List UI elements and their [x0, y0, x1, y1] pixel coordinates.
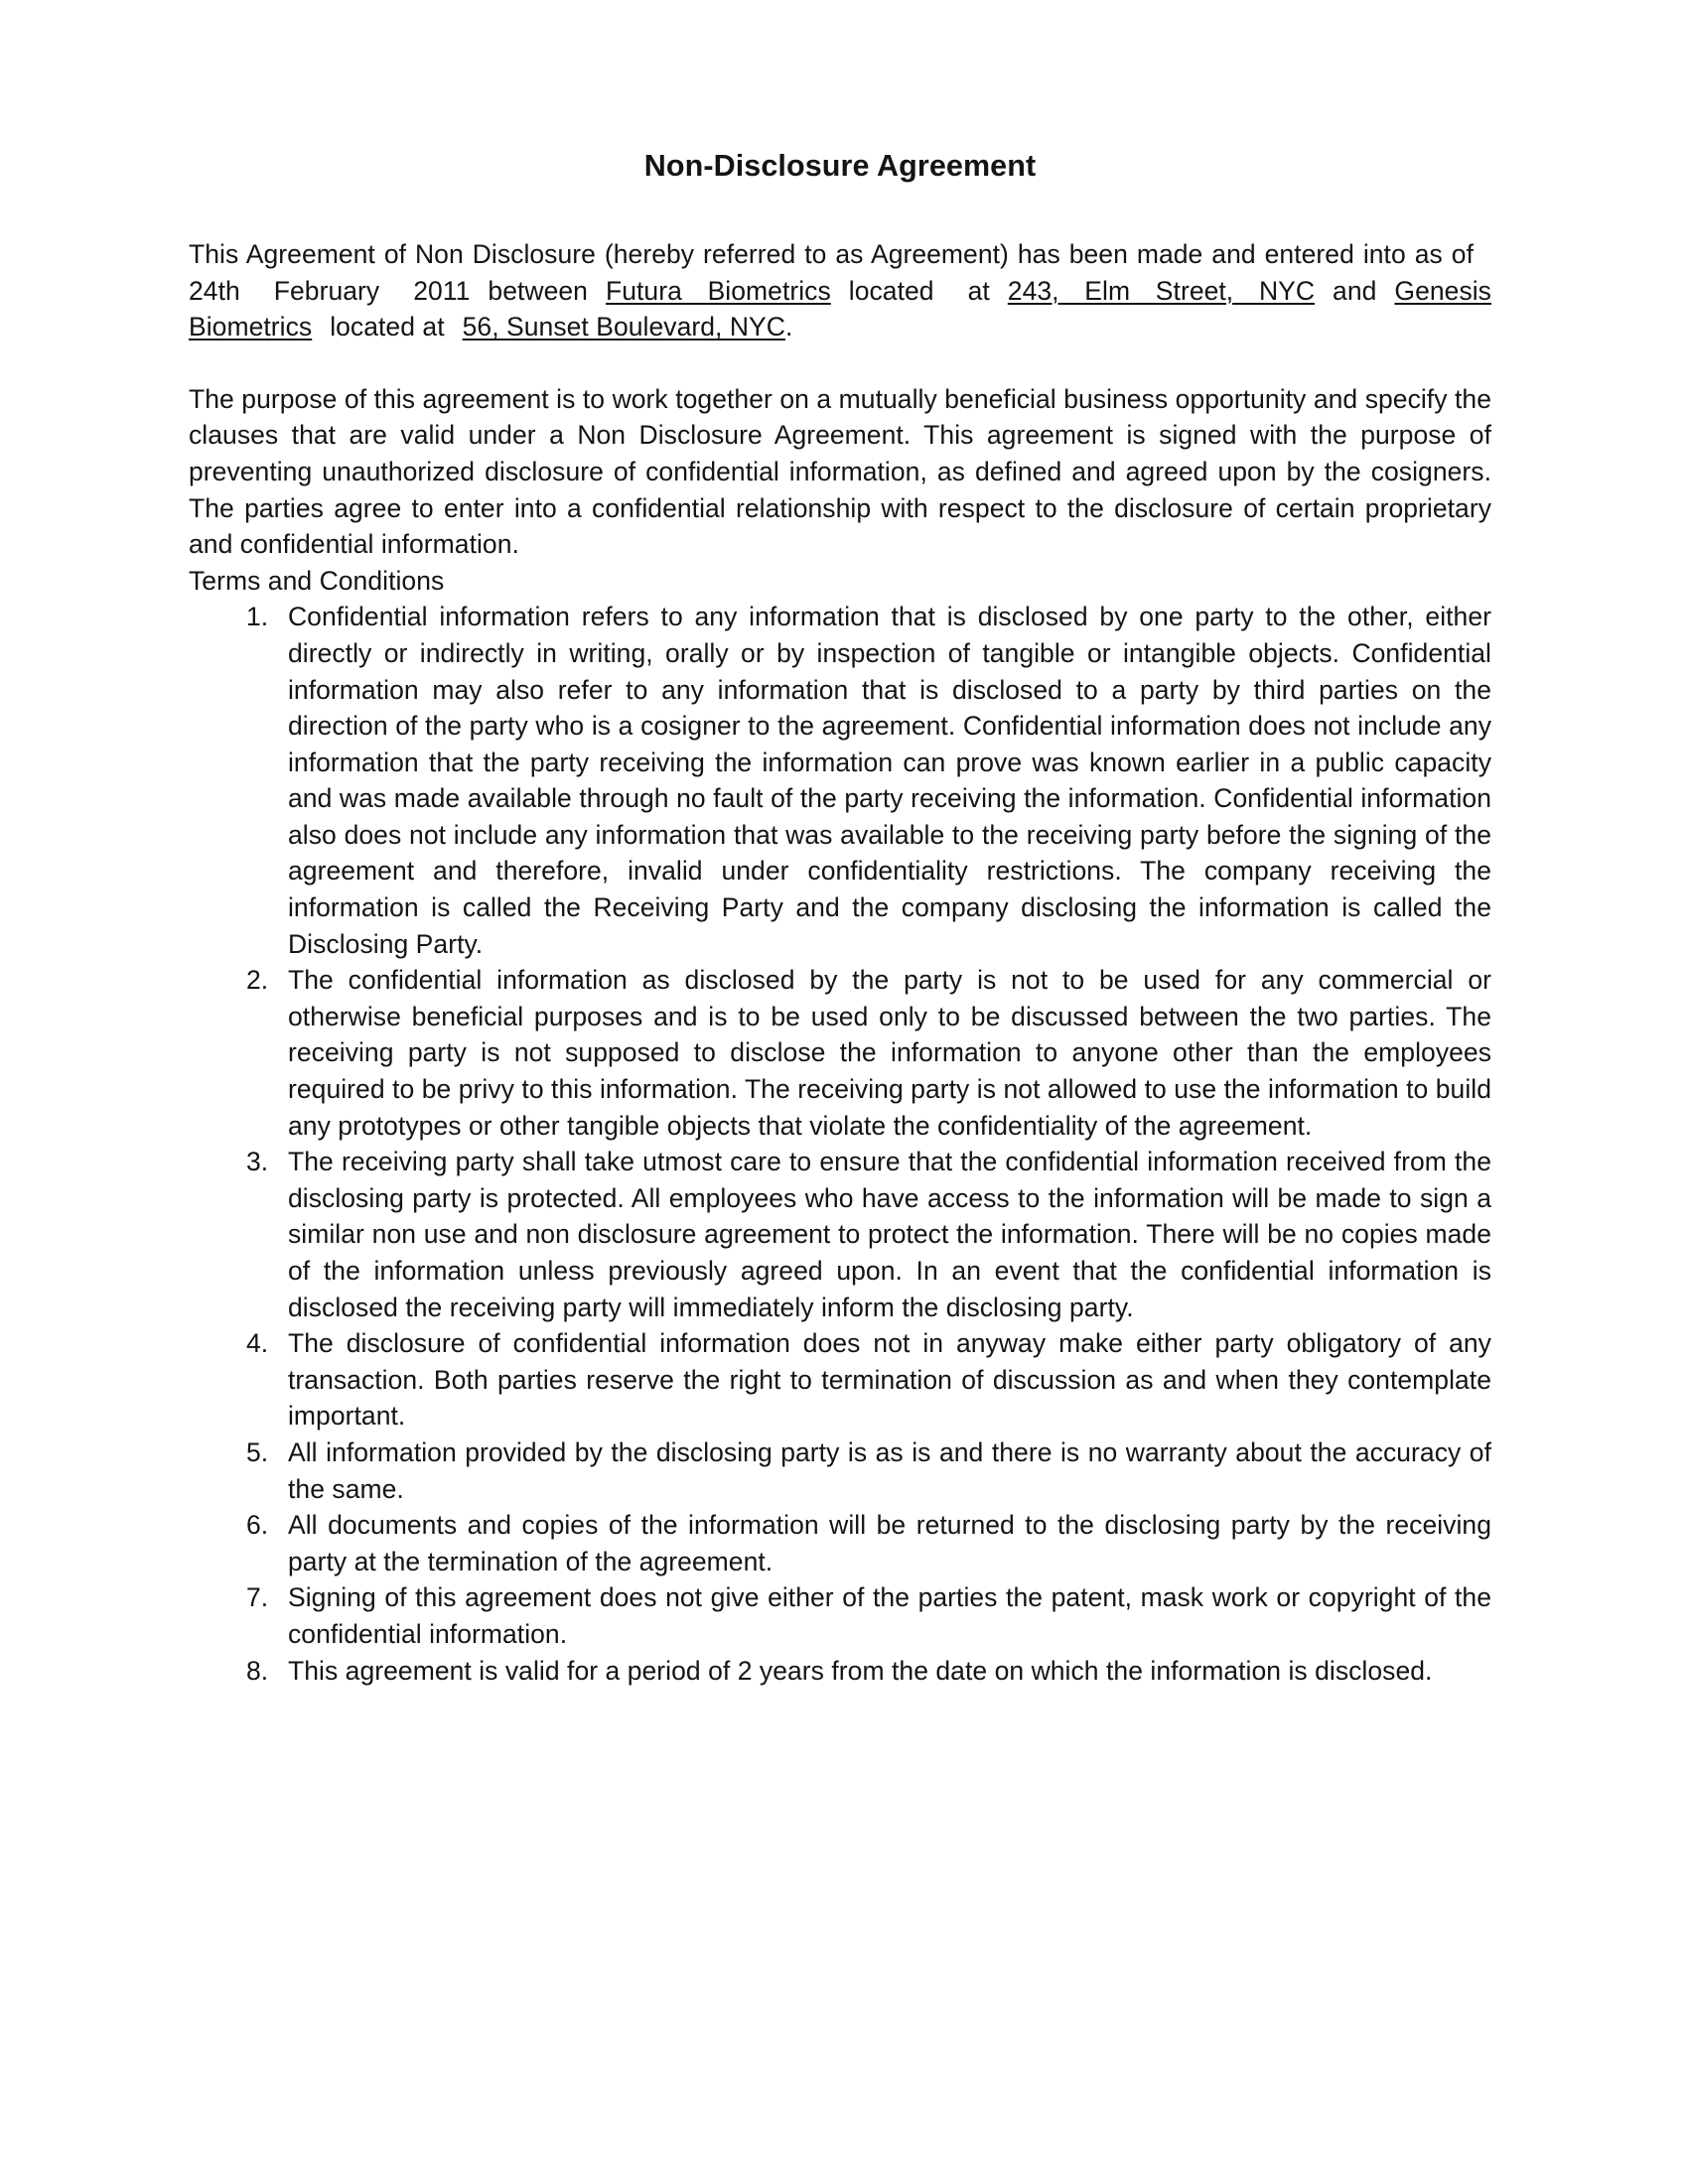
party-one-name: Futura Biometrics [605, 275, 831, 306]
intro-at-label-1: at [967, 275, 990, 306]
term-text: This agreement is valid for a period of 2 years from the date on which the information is disclosed. [288, 1655, 1433, 1686]
intro-and-label: and [1333, 275, 1377, 306]
party-one-address: 243, Elm Street, NYC [1007, 275, 1316, 306]
terms-and-conditions-heading: Terms and Conditions [189, 565, 445, 596]
party-two-address: 56, Sunset Boulevard, NYC [462, 312, 785, 342]
purpose-paragraph: The purpose of this agreement is to work together on a mutually beneficial business opportunity and specify the clauses that are valid under a Non Disclosure Agreement. This agreement is signed with the purpose of preventing unauthorized disclosure of confidential information, as defined and agreed upon by the cosigners. The parties agree to enter into a confidential relationship with respect to the disclosure of certain proprietary and confidential information. [189, 383, 1491, 560]
term-text: The disclosure of confidential information does not in anyway make either party obligatory of any transaction. Both parties reserve the right to termination of discussion as and when they contemplate important. [288, 1328, 1491, 1432]
list-item [189, 1653, 1491, 1690]
list-item [189, 962, 1491, 1144]
term-text: All information provided by the disclosing party is as is and there is no warranty about the accuracy of the same. [288, 1436, 1491, 1504]
list-item [189, 1507, 1491, 1579]
intro-between-label: between [488, 275, 588, 306]
party-two-name-line1: Genesis [1394, 275, 1491, 306]
terms-list [189, 599, 1491, 1689]
intro-date-year: 2011 [413, 275, 471, 306]
intro-located-label-1: located [848, 275, 934, 306]
intro-paragraph [189, 236, 1491, 345]
page-title: Non-Disclosure Agreement [643, 149, 1037, 183]
intro-located-label-2: located at [330, 312, 445, 342]
list-item [189, 1579, 1491, 1652]
intro-date-day: 24th [189, 275, 240, 306]
list-item [189, 1144, 1491, 1325]
term-text: The receiving party shall take utmost care to ensure that the confidential information received from the disclosing party is protected. All employees who have access to the information will be made to sign a similar non use and non disclosure agreement to protect the information. There will be no copies made of the information unless previously agreed upon. In an event that the confidential information is disclosed the receiving party will immediately inform the disclosing party. [288, 1147, 1491, 1322]
intro-trailing-period: . [784, 312, 793, 342]
paragraph-spacer [189, 345, 1491, 381]
list-item [189, 1325, 1491, 1434]
intro-date-month: February [273, 275, 380, 306]
term-text: The confidential information as disclosed by the party is not to be used for any commercial or otherwise beneficial purposes and is to be used only to be discussed between the two parties. The receiving party is not supposed to disclose the information to anyone other than the employees required to be privy to this information. The receiving party is not allowed to use the information to build any prototypes or other tangible objects that violate the confidentiality of the agreement. [288, 965, 1491, 1141]
term-text: Signing of this agreement does not give either of the parties the patent, mask work or copyright of the confidential information. [288, 1582, 1491, 1649]
list-item [189, 599, 1491, 962]
document-body [189, 149, 1491, 1689]
party-two-name-line2: Biometrics [189, 312, 313, 342]
term-text: Confidential information refers to any information that is disclosed by one party to the other, either directly or indirectly in writing, orally or by inspection of tangible or intangible objects. Confidential information may also refer to any information that is disclosed to a party by third parties on the direction of the party who is a cosigner to the agreement. Confidential information does not include any information that the party receiving the information can prove was known earlier in a public capacity and was made available through no fault of the party receiving the information. Confidential information also does not include any information that was available to the receiving party before the signing of the agreement and therefore, invalid under confidentiality restrictions. The company receiving the information is called the Receiving Party and the company disclosing the information is called the Disclosing Party. [288, 602, 1491, 959]
title-spacer [189, 185, 1491, 236]
term-text: All documents and copies of the information will be returned to the disclosing party by the receiving party at the termination of the agreement. [288, 1510, 1491, 1576]
intro-lead-text: This Agreement of Non Disclosure (hereby referred to as Agreement) has been made and entered into as of [189, 238, 1474, 269]
list-item [189, 1434, 1491, 1507]
